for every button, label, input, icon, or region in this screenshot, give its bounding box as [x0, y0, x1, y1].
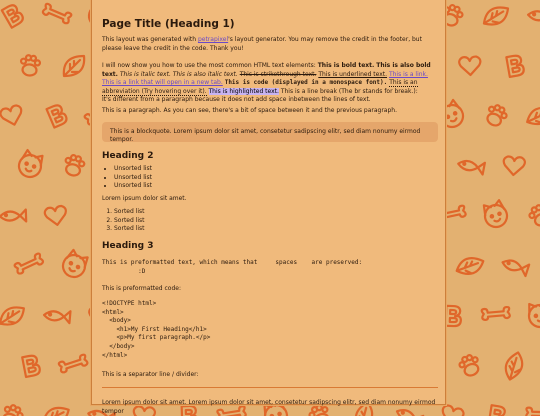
- fish-icon: [457, 158, 485, 175]
- leaf-icon: [500, 352, 527, 379]
- credit-link[interactable]: petrapixel: [197, 36, 229, 43]
- paragraph: This is a paragraph. As you can see, there's a bit of space between it and the previous paragraph.: [102, 107, 397, 114]
- heading-2: Heading 2: [102, 151, 154, 161]
- divider: [102, 387, 438, 388]
- highlighted-text: This is highlighted text.: [208, 87, 279, 95]
- letter-b-icon: [506, 55, 524, 77]
- cat-face-icon: [481, 199, 510, 230]
- unsorted-list: [102, 165, 152, 191]
- fish-icon: [44, 309, 71, 323]
- heart-icon: [459, 56, 481, 75]
- leaf-icon: [0, 304, 24, 328]
- page-title: Page Title (Heading 1): [102, 18, 235, 30]
- underlined-text: This is underlined text.: [318, 70, 388, 78]
- sorted-list: [102, 208, 145, 234]
- fish-icon: [501, 257, 529, 276]
- leaf-icon: [527, 103, 540, 129]
- paw-icon: [457, 353, 482, 378]
- emphasis-text: This is also italic text.: [172, 70, 238, 78]
- inline-code: This is code (displayed in a monospace font).: [224, 79, 388, 87]
- intro-paragraph: This layout was generated with petrapixel's layout generator. You may remove the credit in the footer, but please leave the credit in the code. Thank you!: [102, 36, 422, 52]
- bone-icon: [526, 408, 540, 416]
- bone-icon: [58, 354, 88, 373]
- paw-icon: [527, 202, 540, 228]
- bone-icon: [14, 253, 44, 275]
- preformatted-code-label: This is preformatted code:: [102, 285, 181, 292]
- abbreviation[interactable]: This is an abbreviation (Try hovering over it).: [102, 79, 418, 95]
- list-item: 2. Sorted list: [114, 217, 145, 226]
- heart-icon: [44, 205, 68, 226]
- cat-face-icon: [526, 300, 540, 329]
- letter-b-icon: [2, 3, 25, 28]
- heart-icon: [0, 104, 25, 127]
- list-item: 3. Sorted list: [114, 225, 145, 234]
- letter-b-icon: [22, 354, 41, 376]
- bone-icon: [482, 307, 510, 320]
- leaf-icon: [43, 403, 69, 416]
- leaf-icon: [484, 4, 508, 28]
- leaf-icon: [64, 56, 84, 76]
- example-link[interactable]: This is a link.: [388, 70, 428, 78]
- paw-icon: [62, 154, 85, 178]
- content-container: [91, 0, 446, 415]
- heading-3: Heading 3: [102, 241, 154, 251]
- bottom-paragraph: Lorem ipsum dolor sit amet. Lorem ipsum dolor sit amet, consetetur sadipscing elitr, sed diam nonumy eirmod tempor: [102, 399, 436, 415]
- list-item: • Unsorted list: [114, 165, 152, 174]
- heart-icon: [439, 404, 464, 416]
- leaf-icon: [457, 253, 484, 280]
- new-tab-link[interactable]: This is a link that will open in a new tab.: [102, 79, 223, 87]
- paw-icon: [483, 102, 509, 128]
- list-item: • Unsorted list: [114, 182, 152, 191]
- bone-icon: [42, 3, 72, 24]
- separator-label: This is a separator line / divider:: [102, 371, 199, 378]
- italic-text: This is italic text.: [119, 70, 171, 78]
- letter-b-icon: [489, 405, 507, 416]
- heart-icon: [503, 156, 525, 176]
- letter-b-icon: [47, 103, 69, 127]
- paw-icon: [19, 54, 40, 76]
- letter-b-icon: [446, 306, 462, 327]
- strong-text: This is also bold text.: [102, 62, 431, 78]
- code-block: <!DOCTYPE html> <html> <body> <h1>My First Heading</h1> <p>My first paragraph.</p> </body> </html>: [102, 300, 211, 359]
- elements-paragraph: I will now show you how to use the most common HTML text elements: This is bold text. This is also bold text. This is italic text. This is also italic text. This is strikethrough text. This is underlined text. This is a link. This is a link that will open in a new tab. This is code (displayed in a monospace font). This is an abbreviation (Try hovering over it). This is highlighted text. This is a line break (The br stands for break.): It's different from a paragraph because it does not add space inbetween the lines of text.: [102, 62, 431, 104]
- fish-icon: [527, 9, 540, 24]
- list-item: 1. Sorted list: [114, 208, 145, 217]
- fish-icon: [0, 210, 26, 223]
- cat-face-icon: [59, 248, 90, 280]
- bold-text: This is bold text.: [317, 62, 375, 69]
- blockquote: This is a blockquote. Lorem ipsum dolor sit amet, consetetur sadipscing elitr, sed diam nonumy eirmod tempor.: [102, 122, 438, 142]
- lorem-paragraph: Lorem ipsum dolor sit amet.: [102, 195, 187, 202]
- cat-face-icon: [16, 149, 45, 180]
- preformatted-text: This is preformatted text, which means that spaces are preserved: :D: [102, 259, 363, 275]
- paw-icon: [0, 402, 25, 416]
- list-item: • Unsorted list: [114, 174, 152, 183]
- strikethrough-text: This is strikethrough text.: [239, 70, 317, 78]
